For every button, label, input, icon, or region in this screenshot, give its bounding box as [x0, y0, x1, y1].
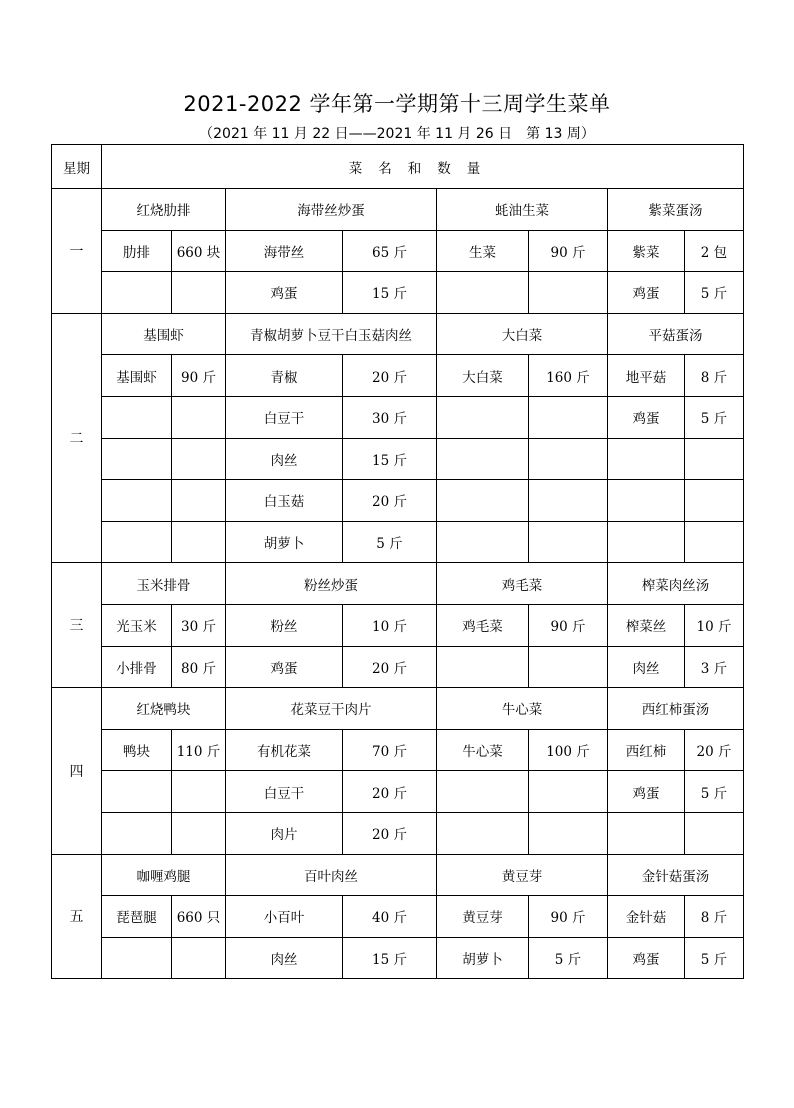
dish-name: 西红柿蛋汤 [608, 688, 744, 730]
ingredient-name: 白豆干 [226, 771, 343, 813]
ingredient-name [437, 646, 529, 688]
page-title: 2021-2022 学年第一学期第十三周学生菜单 [183, 92, 611, 116]
dish-name: 青椒胡萝卜豆干白玉菇肉丝 [226, 313, 437, 355]
ingredient-name: 基围虾 [102, 355, 172, 397]
dish-name: 咖喱鸡腿 [102, 854, 226, 896]
dish-row [52, 854, 744, 896]
weekday-header: 星期 [52, 145, 102, 189]
ingredient-quantity: 30 斤 [343, 396, 437, 438]
ingredient-name: 鸡毛菜 [437, 604, 529, 646]
ingredient-row [52, 521, 744, 563]
ingredient-name: 海带丝 [226, 230, 343, 272]
ingredient-quantity [529, 396, 608, 438]
ingredient-name [102, 812, 172, 854]
ingredient-quantity: 20 斤 [343, 355, 437, 397]
ingredient-name [437, 272, 529, 314]
ingredient-name: 生菜 [437, 230, 529, 272]
ingredient-quantity [172, 812, 226, 854]
weekday-label: 四 [52, 688, 102, 854]
ingredient-quantity: 20 斤 [343, 646, 437, 688]
ingredient-name [437, 480, 529, 522]
ingredient-quantity: 20 斤 [343, 480, 437, 522]
weekday-label: 五 [52, 854, 102, 979]
ingredient-name: 榨菜丝 [608, 604, 685, 646]
ingredient-name [437, 521, 529, 563]
ingredient-quantity: 5 斤 [343, 521, 437, 563]
header-row [52, 145, 744, 189]
ingredient-row [52, 438, 744, 480]
dish-name: 基围虾 [102, 313, 226, 355]
dish-name: 蚝油生菜 [437, 189, 608, 231]
ingredient-quantity: 10 斤 [685, 604, 744, 646]
ingredient-quantity: 5 斤 [685, 771, 744, 813]
ingredient-quantity [529, 646, 608, 688]
ingredient-name [608, 438, 685, 480]
ingredient-quantity: 100 斤 [529, 729, 608, 771]
ingredient-name: 鸡蛋 [226, 272, 343, 314]
dish-name: 花菜豆干肉片 [226, 688, 437, 730]
ingredient-name [102, 480, 172, 522]
ingredient-quantity [172, 521, 226, 563]
ingredient-quantity: 20 斤 [685, 729, 744, 771]
menu-header: 菜名和数量 [102, 145, 744, 189]
ingredient-quantity: 8 斤 [685, 355, 744, 397]
dish-name: 红烧鸭块 [102, 688, 226, 730]
ingredient-quantity [529, 812, 608, 854]
ingredient-name [437, 771, 529, 813]
ingredient-name [608, 480, 685, 522]
ingredient-name [102, 396, 172, 438]
ingredient-name [102, 521, 172, 563]
ingredient-name [608, 521, 685, 563]
ingredient-row [52, 604, 744, 646]
ingredient-quantity: 90 斤 [172, 355, 226, 397]
ingredient-row [52, 771, 744, 813]
dish-row [52, 189, 744, 231]
dish-name: 百叶肉丝 [226, 854, 437, 896]
ingredient-name: 鸡蛋 [226, 646, 343, 688]
menu-table [51, 144, 744, 979]
ingredient-quantity [529, 521, 608, 563]
weekday-label: 二 [52, 313, 102, 563]
ingredient-name: 胡萝卜 [437, 937, 529, 979]
ingredient-quantity [172, 480, 226, 522]
ingredient-row [52, 230, 744, 272]
ingredient-name: 肋排 [102, 230, 172, 272]
ingredient-quantity [685, 812, 744, 854]
ingredient-quantity: 20 斤 [343, 812, 437, 854]
dish-name: 红烧肋排 [102, 189, 226, 231]
dish-row [52, 563, 744, 605]
ingredient-quantity [172, 937, 226, 979]
ingredient-name [608, 812, 685, 854]
ingredient-quantity: 660 只 [172, 896, 226, 938]
ingredient-name: 光玉米 [102, 604, 172, 646]
ingredient-quantity: 15 斤 [343, 438, 437, 480]
ingredient-quantity [685, 438, 744, 480]
dish-row [52, 688, 744, 730]
ingredient-name [437, 438, 529, 480]
ingredient-quantity [685, 480, 744, 522]
ingredient-quantity [685, 521, 744, 563]
dish-name: 牛心菜 [437, 688, 608, 730]
ingredient-name: 粉丝 [226, 604, 343, 646]
ingredient-row [52, 396, 744, 438]
ingredient-quantity: 15 斤 [343, 272, 437, 314]
dish-name: 榨菜肉丝汤 [608, 563, 744, 605]
ingredient-name [102, 438, 172, 480]
ingredient-quantity: 80 斤 [172, 646, 226, 688]
ingredient-quantity [529, 480, 608, 522]
ingredient-name: 肉片 [226, 812, 343, 854]
ingredient-name: 肉丝 [226, 937, 343, 979]
ingredient-quantity: 660 块 [172, 230, 226, 272]
ingredient-quantity [172, 771, 226, 813]
ingredient-row [52, 272, 744, 314]
ingredient-quantity: 8 斤 [685, 896, 744, 938]
ingredient-quantity [172, 438, 226, 480]
ingredient-name: 鸡蛋 [608, 396, 685, 438]
ingredient-name: 有机花菜 [226, 729, 343, 771]
ingredient-name: 鸭块 [102, 729, 172, 771]
ingredient-quantity: 160 斤 [529, 355, 608, 397]
ingredient-quantity: 30 斤 [172, 604, 226, 646]
ingredient-name: 小百叶 [226, 896, 343, 938]
dish-name: 平菇蛋汤 [608, 313, 744, 355]
ingredient-name: 青椒 [226, 355, 343, 397]
ingredient-name [437, 812, 529, 854]
ingredient-name: 肉丝 [608, 646, 685, 688]
ingredient-name [437, 396, 529, 438]
ingredient-name [102, 937, 172, 979]
ingredient-name: 鸡蛋 [608, 272, 685, 314]
ingredient-name: 白玉菇 [226, 480, 343, 522]
ingredient-quantity: 3 斤 [685, 646, 744, 688]
ingredient-quantity: 110 斤 [172, 729, 226, 771]
ingredient-quantity [529, 771, 608, 813]
ingredient-quantity: 5 斤 [685, 272, 744, 314]
date-range-subtitle: （2021 年 11 月 22 日——2021 年 11 月 26 日 第 13 周） [199, 126, 595, 142]
ingredient-name: 鸡蛋 [608, 937, 685, 979]
ingredient-name [102, 272, 172, 314]
dish-name: 海带丝炒蛋 [226, 189, 437, 231]
ingredient-row [52, 937, 744, 979]
dish-name: 玉米排骨 [102, 563, 226, 605]
ingredient-name: 西红柿 [608, 729, 685, 771]
ingredient-quantity: 10 斤 [343, 604, 437, 646]
ingredient-name: 地平菇 [608, 355, 685, 397]
ingredient-quantity: 90 斤 [529, 230, 608, 272]
ingredient-quantity [529, 438, 608, 480]
ingredient-name: 牛心菜 [437, 729, 529, 771]
ingredient-name: 小排骨 [102, 646, 172, 688]
ingredient-row [52, 355, 744, 397]
ingredient-name: 大白菜 [437, 355, 529, 397]
ingredient-quantity: 5 斤 [529, 937, 608, 979]
ingredient-row [52, 729, 744, 771]
ingredient-name: 白豆干 [226, 396, 343, 438]
ingredient-quantity [529, 272, 608, 314]
ingredient-quantity: 90 斤 [529, 604, 608, 646]
dish-name: 鸡毛菜 [437, 563, 608, 605]
ingredient-quantity: 2 包 [685, 230, 744, 272]
ingredient-quantity [172, 272, 226, 314]
dish-name: 大白菜 [437, 313, 608, 355]
ingredient-name: 紫菜 [608, 230, 685, 272]
ingredient-quantity: 5 斤 [685, 396, 744, 438]
ingredient-quantity [172, 396, 226, 438]
weekday-label: 三 [52, 563, 102, 688]
ingredient-row [52, 480, 744, 522]
ingredient-name: 黄豆芽 [437, 896, 529, 938]
dish-row [52, 313, 744, 355]
dish-name: 紫菜蛋汤 [608, 189, 744, 231]
ingredient-name: 肉丝 [226, 438, 343, 480]
dish-name: 黄豆芽 [437, 854, 608, 896]
ingredient-quantity: 15 斤 [343, 937, 437, 979]
ingredient-quantity: 20 斤 [343, 771, 437, 813]
dish-name: 粉丝炒蛋 [226, 563, 437, 605]
ingredient-quantity: 70 斤 [343, 729, 437, 771]
ingredient-row [52, 646, 744, 688]
ingredient-row [52, 896, 744, 938]
ingredient-name: 金针菇 [608, 896, 685, 938]
ingredient-quantity: 5 斤 [685, 937, 744, 979]
dish-name: 金针菇蛋汤 [608, 854, 744, 896]
ingredient-name [102, 771, 172, 813]
ingredient-quantity: 90 斤 [529, 896, 608, 938]
ingredient-quantity: 40 斤 [343, 896, 437, 938]
weekday-label: 一 [52, 189, 102, 314]
ingredient-name: 鸡蛋 [608, 771, 685, 813]
ingredient-name: 琵琶腿 [102, 896, 172, 938]
ingredient-row [52, 812, 744, 854]
ingredient-name: 胡萝卜 [226, 521, 343, 563]
ingredient-quantity: 65 斤 [343, 230, 437, 272]
